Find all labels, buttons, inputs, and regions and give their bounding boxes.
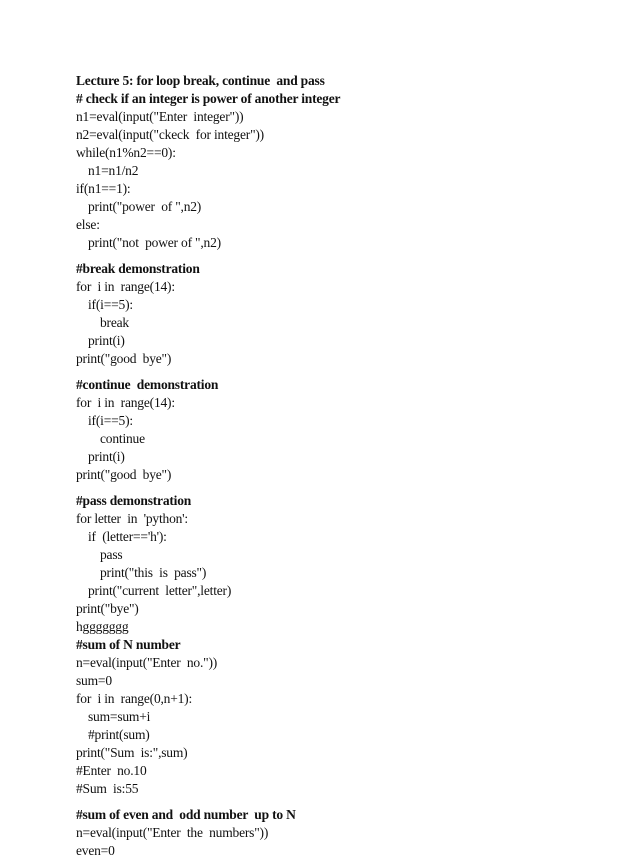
section-heading: #sum of N number xyxy=(76,637,181,652)
code-line: for i in range(14): xyxy=(76,395,175,410)
code-line: #Enter no.10 xyxy=(76,763,147,778)
code-line: if(i==5): xyxy=(88,297,133,312)
code-line: if(i==5): xyxy=(88,413,133,428)
code-line: #print(sum) xyxy=(88,727,150,742)
code-line: if(n1==1): xyxy=(76,181,131,196)
code-line: n1=n1/n2 xyxy=(88,163,139,178)
line-gap xyxy=(76,252,576,260)
code-line: sum=0 xyxy=(76,673,112,688)
code-line: #Sum is:55 xyxy=(76,781,139,796)
code-line: continue xyxy=(100,431,145,446)
line-gap xyxy=(76,484,576,492)
code-line: for letter in 'python': xyxy=(76,511,188,526)
code-line: while(n1%n2==0): xyxy=(76,145,176,160)
code-line: print("good bye") xyxy=(76,467,172,482)
code-line: for i in range(14): xyxy=(76,279,175,294)
code-line: print("bye") xyxy=(76,601,139,616)
code-line: for i in range(0,n+1): xyxy=(76,691,193,706)
code-line: even=0 xyxy=(76,843,115,858)
section-heading: Lecture 5: for loop break, continue and pass xyxy=(76,73,325,88)
code-line: n=eval(input("Enter no.")) xyxy=(76,655,218,670)
code-line: hggggggg xyxy=(76,619,129,634)
line-gap xyxy=(76,798,576,806)
code-line: print("not power of ",n2) xyxy=(88,235,221,250)
code-line: print("good bye") xyxy=(76,351,172,366)
line-gap xyxy=(76,368,576,376)
code-line: print("this is pass") xyxy=(100,565,207,580)
code-line: sum=sum+i xyxy=(88,709,151,724)
section-heading: # check if an integer is power of another integer xyxy=(76,91,341,106)
code-line: else: xyxy=(76,217,100,232)
code-line: if (letter=='h'): xyxy=(88,529,167,544)
section-heading: #break demonstration xyxy=(76,261,200,276)
code-line: print(i) xyxy=(88,449,125,464)
code-line: print("Sum is:",sum) xyxy=(76,745,188,760)
code-line: print("current letter",letter) xyxy=(88,583,232,598)
section-heading: #pass demonstration xyxy=(76,493,192,508)
code-line: print("power of ",n2) xyxy=(88,199,202,214)
code-line: n1=eval(input("Enter integer")) xyxy=(76,109,244,124)
code-line: break xyxy=(100,315,129,330)
code-listing xyxy=(76,72,576,860)
section-heading: #sum of even and odd number up to N xyxy=(76,807,296,822)
code-line: n2=eval(input("ckeck for integer")) xyxy=(76,127,264,142)
code-line: print(i) xyxy=(88,333,125,348)
code-line: n=eval(input("Enter the numbers")) xyxy=(76,825,269,840)
section-heading: #continue demonstration xyxy=(76,377,219,392)
code-line: pass xyxy=(100,547,123,562)
